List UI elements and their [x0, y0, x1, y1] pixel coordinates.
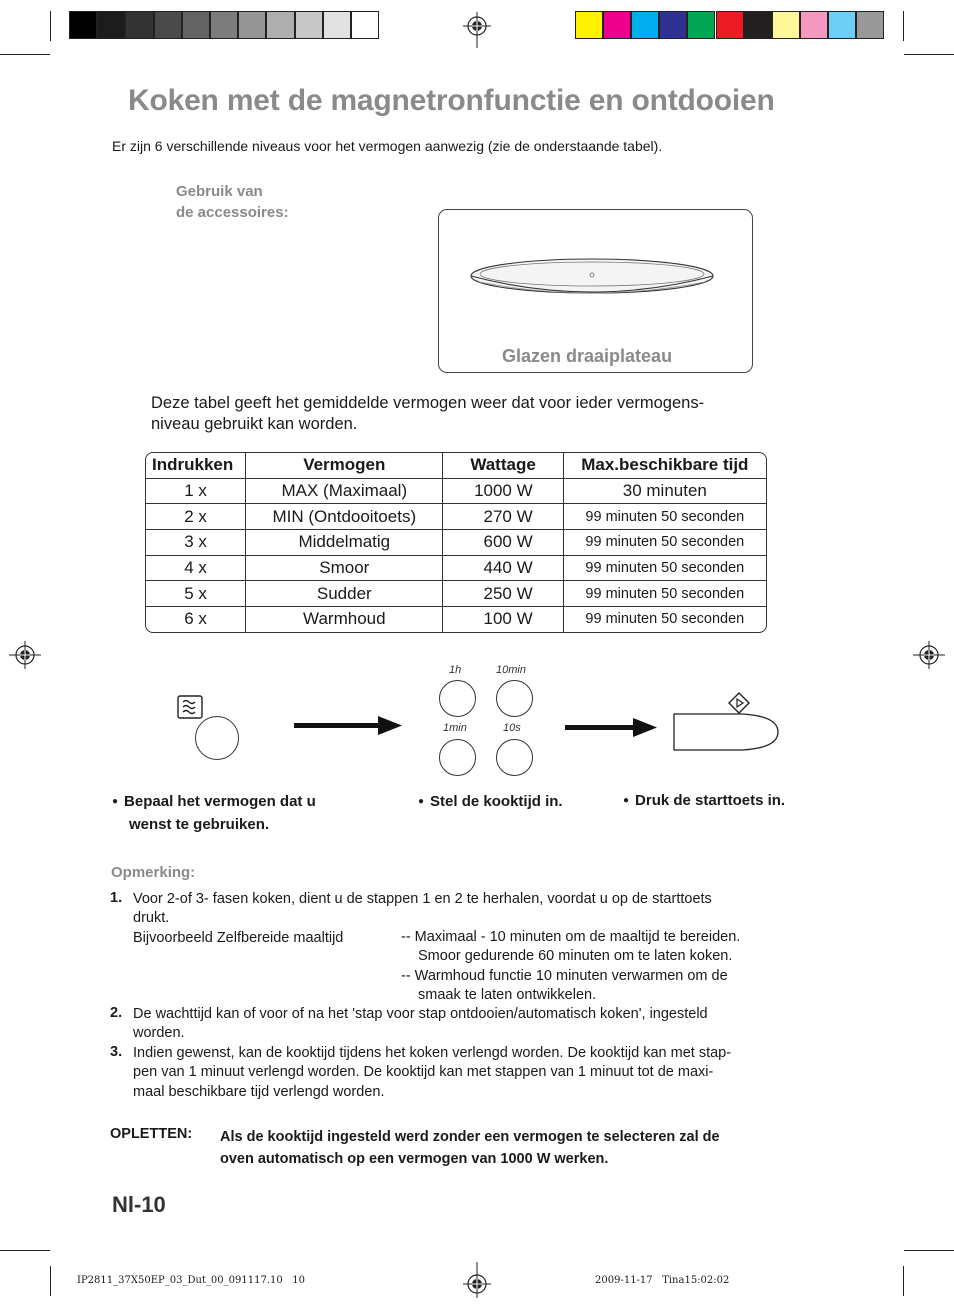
- accessories-label-line: Gebruik van: [176, 183, 263, 200]
- table-cell: 270 W: [443, 504, 563, 530]
- table-row: [146, 530, 766, 556]
- color-swatch: [772, 11, 800, 39]
- crop-mark: [50, 11, 51, 41]
- gray-swatch: [154, 11, 182, 39]
- crop-mark: [903, 1266, 904, 1296]
- note-2: [133, 1005, 708, 1044]
- column-header: Vermogen: [246, 453, 443, 479]
- turntable-label: Glazen draaiplateau: [502, 346, 673, 366]
- table-cell: 99 minuten 50 seconden: [564, 556, 766, 582]
- gray-swatch: [266, 11, 294, 39]
- table-cell: Smoor: [246, 556, 443, 582]
- color-swatch: [631, 11, 659, 39]
- note-line: Smoor gedurende 60 minuten om te laten koken.: [418, 948, 733, 965]
- step-text: Bepaal het vermogen dat u: [124, 793, 316, 810]
- step-text: wenst te gebruiken.: [129, 816, 270, 833]
- accessories-label-line: de accessoires:: [176, 204, 289, 221]
- intro-text: Er zijn 6 verschillende niveaus voor het vermogen aanwezig (zie de onderstaande tabel).: [112, 138, 663, 154]
- table-cell: 5 x: [146, 581, 246, 607]
- crop-mark: [0, 54, 50, 55]
- gray-swatch: [210, 11, 238, 39]
- note-1-example: [401, 928, 740, 1005]
- color-swatch: [659, 11, 687, 39]
- note-line: maal beschikbare tijd verlengd worden.: [133, 1083, 385, 1100]
- notes-heading: Opmerking:: [111, 864, 196, 881]
- table-cell: 2 x: [146, 504, 246, 530]
- step-text: Druk de starttoets in.: [635, 792, 786, 809]
- column-header: Wattage: [443, 453, 563, 479]
- note-line: drukt.: [133, 910, 170, 927]
- timer-10min-button[interactable]: [496, 680, 533, 717]
- note-line: smaak te laten ontwikkelen.: [418, 986, 597, 1003]
- caution-line: Als de kooktijd ingesteld werd zonder een vermogen te selecteren zal de: [220, 1129, 720, 1145]
- power-level-button[interactable]: [195, 716, 239, 760]
- table-row: [146, 504, 766, 530]
- color-swatch: [716, 11, 744, 39]
- table-cell: 250 W: [443, 581, 563, 607]
- timer-label: 1min: [443, 722, 467, 734]
- gray-swatch: [97, 11, 125, 39]
- print-timestamp: 2009-11-17 Tina15:02:02: [595, 1275, 730, 1286]
- arrow-right-icon: [294, 716, 402, 736]
- table-cell: 4 x: [146, 556, 246, 582]
- table-cell: 6 x: [146, 607, 246, 632]
- table-cell: 600 W: [443, 530, 563, 556]
- table-cell: MAX (Maximaal): [246, 479, 443, 505]
- table-cell: 1000 W: [443, 479, 563, 505]
- table-cell: MIN (Ontdooitoets): [246, 504, 443, 530]
- turntable-figure: [438, 209, 753, 373]
- caution-line: oven automatisch op een vermogen van 1000 W werken.: [220, 1151, 609, 1167]
- glass-turntable-icon: [467, 256, 717, 304]
- note-3: [133, 1044, 731, 1102]
- crop-mark: [904, 54, 954, 55]
- table-intro-line: Deze tabel geeft het gemiddelde vermogen weer dat voor ieder vermogens-: [151, 394, 705, 412]
- gray-swatch: [69, 11, 97, 39]
- table-cell: 99 minuten 50 seconden: [585, 611, 745, 628]
- note-line: Indien gewenst, kan de kooktijd tijdens het koken verlengd worden. De kooktijd kan met stap-: [133, 1045, 732, 1061]
- crop-mark: [50, 1266, 51, 1296]
- note-line: Voor 2-of 3- fasen koken, dient u de stappen 1 en 2 te herhalen, voordat u op de starttoets: [133, 891, 712, 907]
- note-number: 3.: [110, 1044, 123, 1060]
- note-line: -- Maximaal - 10 minuten om de maaltijd te bereiden.: [401, 929, 741, 945]
- note-number: 1.: [110, 890, 123, 906]
- step-time: [418, 790, 563, 813]
- file-info: IP2811_37X50EP_03_Dut_00_091117.10 10: [77, 1275, 305, 1286]
- note-number: 2.: [110, 1005, 123, 1021]
- bullet-icon: ●: [418, 796, 425, 807]
- step-start: [623, 789, 785, 812]
- color-swatch: [744, 11, 772, 39]
- gray-swatch: [238, 11, 266, 39]
- accessories-label: [176, 181, 289, 223]
- color-swatch: [828, 11, 856, 39]
- microwave-icon: [177, 695, 203, 719]
- registration-mark-icon: [9, 641, 41, 669]
- power-levels-table: [145, 452, 767, 633]
- table-cell: 99 minuten 50 seconden: [564, 530, 766, 556]
- timer-10s-button[interactable]: [496, 739, 533, 776]
- table-cell: 99 minuten 50 seconden: [564, 581, 766, 607]
- gray-swatch: [351, 11, 379, 39]
- table-intro: [151, 393, 704, 435]
- crop-mark: [903, 11, 904, 41]
- timer-1h-button[interactable]: [439, 680, 476, 717]
- color-swatch: [800, 11, 828, 39]
- table-cell: 30 minuten: [564, 479, 766, 505]
- arrow-right-icon: [565, 718, 657, 738]
- column-header: Indrukken: [146, 453, 246, 479]
- gray-swatch: [323, 11, 351, 39]
- note-line: De wachttijd kan of voor of na het 'stap voor stap ontdooien/automatisch koken', ingesteld: [133, 1006, 708, 1022]
- note-line: Bijvoorbeeld Zelfbereide maaltijd: [133, 929, 344, 946]
- registration-mark-icon: [463, 12, 491, 48]
- timer-1min-button[interactable]: [439, 739, 476, 776]
- table-cell: 99 minuten 50 seconden: [564, 504, 766, 530]
- note-line: -- Warmhoud functie 10 minuten verwarmen om de: [401, 967, 728, 984]
- step-power: [112, 790, 316, 836]
- table-cell: 3 x: [146, 530, 246, 556]
- timer-label: 10min: [496, 664, 526, 676]
- bullet-icon: ●: [623, 795, 630, 806]
- table-header-row: [146, 453, 766, 479]
- registration-mark-icon: [463, 1262, 491, 1298]
- table-cell: Sudder: [246, 581, 443, 607]
- table-cell: 440 W: [443, 556, 563, 582]
- caution-label: OPLETTEN:: [110, 1126, 193, 1142]
- color-swatch: [687, 11, 715, 39]
- table-cell: Middelmatig: [246, 530, 443, 556]
- step-text: Stel de kooktijd in.: [430, 793, 563, 810]
- page-number: Nl-10: [112, 1192, 166, 1217]
- color-swatch: [856, 11, 884, 39]
- crop-mark: [904, 1250, 954, 1251]
- timer-label: 10s: [503, 722, 521, 734]
- column-header: Max.beschikbare tijd: [564, 453, 766, 479]
- bullet-icon: ●: [112, 796, 119, 807]
- timer-label: 1h: [449, 664, 462, 676]
- gray-swatch: [125, 11, 153, 39]
- color-swatch: [603, 11, 631, 39]
- gray-swatch: [295, 11, 323, 39]
- table-row: [146, 607, 766, 632]
- note-line: worden.: [133, 1025, 185, 1042]
- table-row: [146, 556, 766, 582]
- table-row: [146, 479, 766, 505]
- color-swatch: [575, 11, 603, 39]
- gray-swatch: [182, 11, 210, 39]
- page-title: Koken met de magnetronfunctie en ontdooien: [128, 84, 775, 117]
- start-button[interactable]: [672, 712, 780, 752]
- start-icon: [728, 692, 750, 714]
- note-line: pen van 1 minuut verlengd worden. De kooktijd kan met stappen van 1 minuut tot de maxi-: [133, 1064, 714, 1081]
- table-intro-line: niveau gebruikt kan worden.: [151, 415, 358, 433]
- table-row: [146, 581, 766, 607]
- registration-mark-icon: [913, 641, 945, 669]
- table-cell: 100 W: [443, 607, 563, 632]
- table-cell: Warmhoud: [246, 607, 443, 632]
- crop-mark: [0, 1250, 50, 1251]
- caution-text: [220, 1126, 720, 1170]
- table-cell: 1 x: [146, 479, 246, 505]
